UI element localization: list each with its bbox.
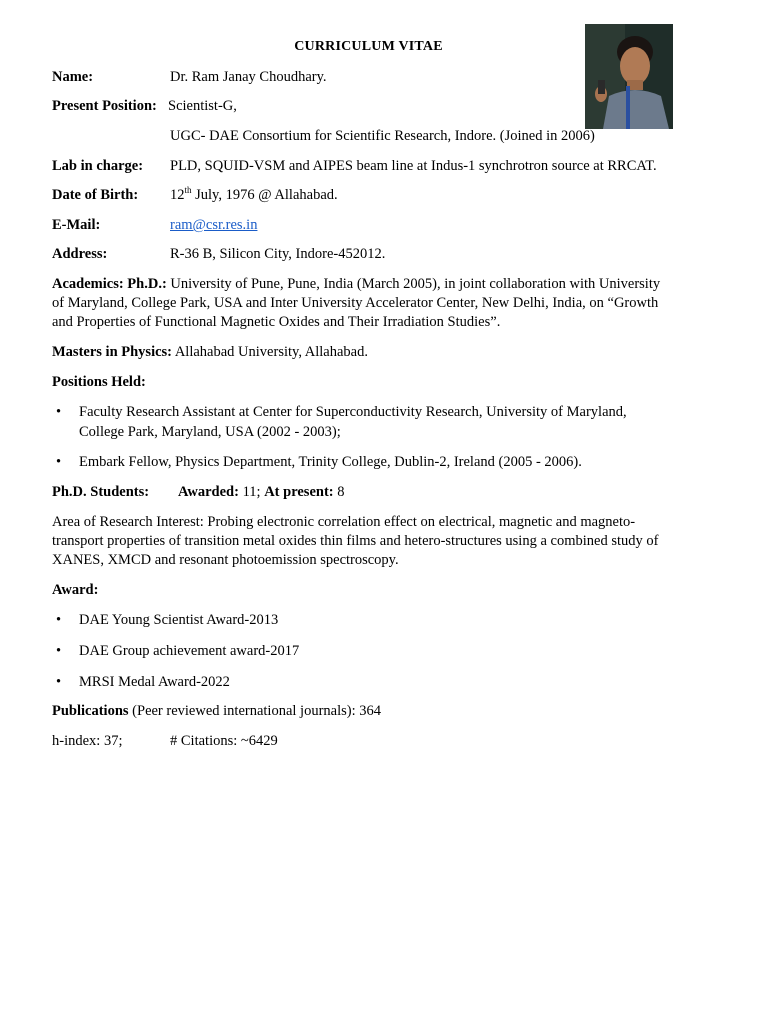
position-organization: UGC- DAE Consortium for Scientific Research, Indore. (Joined in 2006) <box>170 128 595 144</box>
dob-rest: July, 1976 @ Allahabad. <box>191 187 338 203</box>
academics-label: Academics: Ph.D.: <box>52 276 167 292</box>
research-line-1: Area of Research Interest: Probing electronic correlation effect on electrical, magnetic and magneto- <box>52 514 636 530</box>
phd-awarded-label: Awarded: <box>178 484 239 500</box>
research-line-2: transport properties of transition metal oxides thin films and hetero-structures using a combined study of <box>52 533 659 549</box>
academics-text-1: University of Pune, Pune, India (March 2005), in joint collaboration with University <box>166 276 661 292</box>
email-label: E-Mail: <box>52 217 101 233</box>
email-link[interactable]: ram@csr.res.in <box>170 217 258 233</box>
academics-line-2: of Maryland, College Park, USA and Inter University Accelerator Center, New Delhi, India, on “Growth <box>52 295 659 311</box>
publications-label: Publications <box>52 703 129 719</box>
phd-awarded-value: 11; <box>238 484 265 500</box>
position-value: Scientist-G, <box>168 98 237 114</box>
award-item-2: DAE Group achievement award-2017 <box>79 643 300 659</box>
bullet-icon: • <box>56 643 62 659</box>
address-label: Address: <box>52 246 108 262</box>
publications-value: (Peer reviewed international journals): 364 <box>128 703 382 719</box>
dob-day: 12 <box>170 187 185 203</box>
position-label: Present Position: <box>52 98 157 114</box>
masters-line <box>52 343 368 361</box>
position-item-1-line-1: Faculty Research Assistant at Center for Superconductivity Research, University of Maryland, <box>79 404 627 420</box>
citations-count: # Citations: ~6429 <box>170 733 278 749</box>
positions-heading: Positions Held: <box>52 374 146 390</box>
position-item-2: Embark Fellow, Physics Department, Trinity College, Dublin-2, Ireland (2005 - 2006). <box>79 454 582 470</box>
dob-label: Date of Birth: <box>52 187 139 203</box>
position-item-1-line-2: College Park, Maryland, USA (2002 - 2003); <box>79 424 341 440</box>
cv-title: CURRICULUM VITAE <box>294 39 443 54</box>
award-item-3: MRSI Medal Award-2022 <box>79 674 230 690</box>
publications-line <box>52 702 381 720</box>
h-index: h-index: 37; <box>52 733 123 749</box>
lab-value: PLD, SQUID-VSM and AIPES beam line at Indus-1 synchrotron source at RRCAT. <box>170 158 657 174</box>
profile-photo <box>585 24 673 129</box>
phd-counts <box>178 483 344 501</box>
academics-line-1 <box>52 275 660 293</box>
award-heading: Award: <box>52 582 99 598</box>
research-line-3: XANES, XMCD and resonant photoemission spectroscopy. <box>52 552 399 568</box>
lab-label: Lab in charge: <box>52 158 144 174</box>
dob-value <box>170 186 338 204</box>
masters-value: Allahabad University, Allahabad. <box>172 344 368 360</box>
profile-photo-image <box>585 24 673 129</box>
bullet-icon: • <box>56 612 62 628</box>
address-value: R-36 B, Silicon City, Indore-452012. <box>170 246 386 262</box>
award-item-1: DAE Young Scientist Award-2013 <box>79 612 279 628</box>
name-value: Dr. Ram Janay Choudhary. <box>170 69 327 85</box>
name-label: Name: <box>52 69 94 85</box>
bullet-icon: • <box>56 404 62 420</box>
bullet-icon: • <box>56 454 62 470</box>
academics-line-3: and Properties of Functional Magnetic Oxides and Their Irradiation Studies”. <box>52 314 501 330</box>
phd-present-label: At present: <box>264 484 334 500</box>
phd-present-value: 8 <box>333 484 345 500</box>
masters-label: Masters in Physics: <box>52 344 173 360</box>
phd-label: Ph.D. Students: <box>52 484 150 500</box>
dob-day-suffix: th <box>184 185 192 196</box>
bullet-icon: • <box>56 674 62 690</box>
